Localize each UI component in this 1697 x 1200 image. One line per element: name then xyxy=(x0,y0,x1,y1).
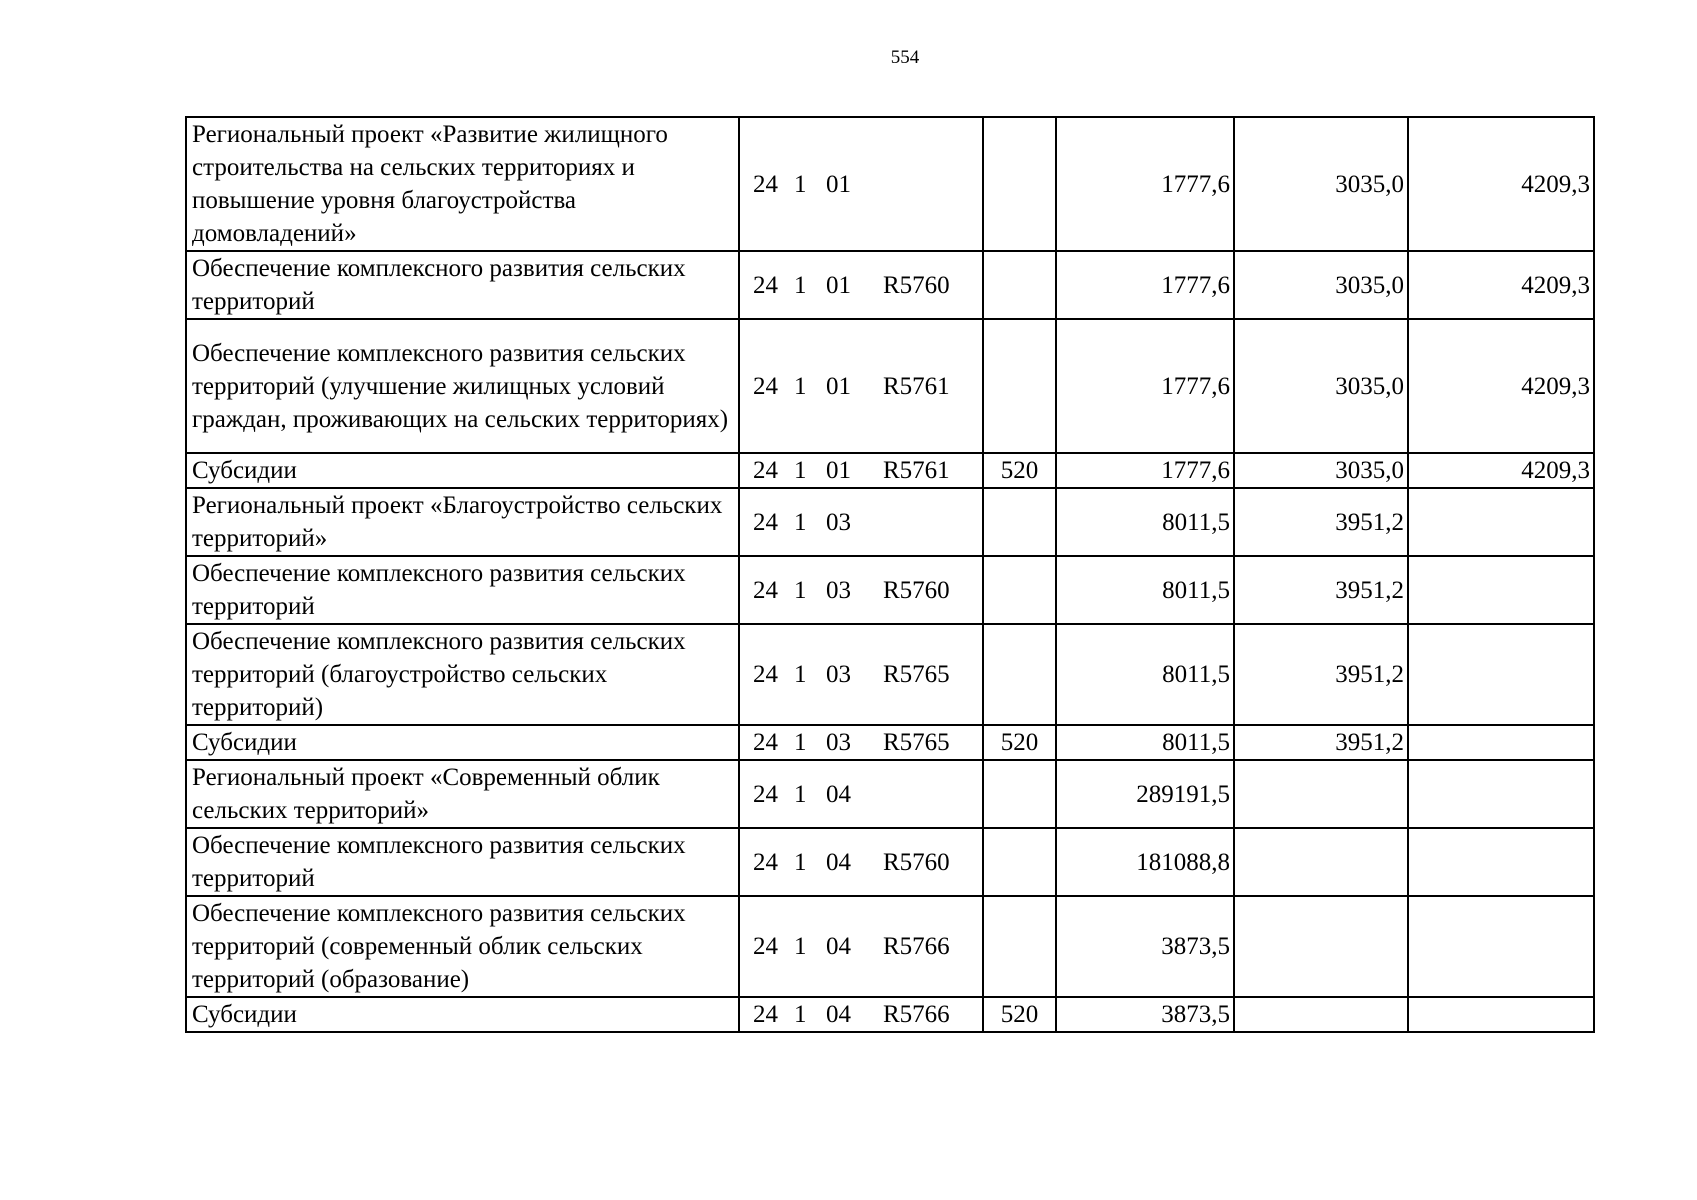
code-program: 24 xyxy=(753,933,778,960)
amount-year-1: 8011,5 xyxy=(1056,556,1234,624)
program-code xyxy=(739,725,983,760)
program-code xyxy=(739,828,983,896)
amount-year-2 xyxy=(1234,828,1408,896)
amount-year-3: 4209,3 xyxy=(1408,117,1594,251)
amount-year-1: 1777,6 xyxy=(1056,319,1234,453)
expense-type xyxy=(983,488,1056,556)
amount-year-1: 1777,6 xyxy=(1056,251,1234,319)
amount-year-1: 1777,6 xyxy=(1056,117,1234,251)
amount-year-1: 3873,5 xyxy=(1056,896,1234,997)
code-program: 24 xyxy=(753,508,778,536)
amount-year-3 xyxy=(1408,488,1594,556)
amount-year-2: 3951,2 xyxy=(1234,725,1408,760)
code-direction: R5761 xyxy=(883,372,950,400)
table-row xyxy=(186,556,1594,624)
amount-year-2: 3951,2 xyxy=(1234,556,1408,624)
row-name: Обеспечение комплексного развития сельских территорий xyxy=(186,556,739,624)
amount-year-2: 3035,0 xyxy=(1234,453,1408,488)
program-code xyxy=(739,453,983,488)
code-program: 24 xyxy=(753,457,778,484)
program-code xyxy=(739,488,983,556)
program-code xyxy=(739,117,983,251)
row-name: Региональный проект «Развитие жилищного строительства на сельских территориях и повышение уровня благоустройства домовладений» xyxy=(186,117,739,251)
amount-year-3: 4209,3 xyxy=(1408,453,1594,488)
row-name: Обеспечение комплексного развития сельских территорий xyxy=(186,828,739,896)
table-row xyxy=(186,725,1594,760)
row-name: Субсидии xyxy=(186,997,739,1032)
program-code xyxy=(739,624,983,725)
expense-type xyxy=(983,556,1056,624)
amount-year-2: 3951,2 xyxy=(1234,624,1408,725)
expense-type xyxy=(983,828,1056,896)
code-subprogram: 1 xyxy=(794,661,807,688)
code-program: 24 xyxy=(753,780,778,808)
program-code xyxy=(739,760,983,828)
code-project: 01 xyxy=(826,372,851,400)
table-row xyxy=(186,117,1594,251)
row-name: Региональный проект «Современный облик сельских территорий» xyxy=(186,760,739,828)
expense-type xyxy=(983,896,1056,997)
expense-type xyxy=(983,117,1056,251)
expense-type xyxy=(983,760,1056,828)
amount-year-3: 4209,3 xyxy=(1408,251,1594,319)
code-program: 24 xyxy=(753,372,778,400)
page-number: 554 xyxy=(890,47,920,68)
code-project: 03 xyxy=(826,729,851,756)
code-project: 03 xyxy=(826,508,851,536)
table-row xyxy=(186,896,1594,997)
code-subprogram: 1 xyxy=(794,729,807,756)
amount-year-2 xyxy=(1234,997,1408,1032)
amount-year-3 xyxy=(1408,997,1594,1032)
code-program: 24 xyxy=(753,729,778,756)
amount-year-1: 181088,8 xyxy=(1056,828,1234,896)
amount-year-2: 3035,0 xyxy=(1234,319,1408,453)
code-subprogram: 1 xyxy=(794,457,807,484)
code-program: 24 xyxy=(753,1001,778,1028)
code-subprogram: 1 xyxy=(794,780,807,808)
row-name: Субсидии xyxy=(186,725,739,760)
code-subprogram: 1 xyxy=(794,1001,807,1028)
table-row xyxy=(186,624,1594,725)
program-code xyxy=(739,319,983,453)
row-name: Обеспечение комплексного развития сельских территорий (улучшение жилищных условий граждан, проживающих на сельских территориях) xyxy=(186,319,739,453)
code-subprogram: 1 xyxy=(794,170,807,198)
code-project: 04 xyxy=(826,1001,851,1028)
amount-year-3 xyxy=(1408,556,1594,624)
row-name: Обеспечение комплексного развития сельских территорий (современный облик сельских территорий (образование) xyxy=(186,896,739,997)
program-code xyxy=(739,896,983,997)
expense-type xyxy=(983,624,1056,725)
row-name: Обеспечение комплексного развития сельских территорий (благоустройство сельских территорий) xyxy=(186,624,739,725)
amount-year-1: 1777,6 xyxy=(1056,453,1234,488)
budget-table-body xyxy=(186,117,1594,1032)
code-project: 03 xyxy=(826,576,851,604)
amount-year-2: 3035,0 xyxy=(1234,251,1408,319)
code-project: 03 xyxy=(826,661,851,688)
amount-year-1: 8011,5 xyxy=(1056,725,1234,760)
amount-year-3: 4209,3 xyxy=(1408,319,1594,453)
program-code xyxy=(739,556,983,624)
amount-year-1: 8011,5 xyxy=(1056,624,1234,725)
amount-year-1: 3873,5 xyxy=(1056,997,1234,1032)
amount-year-2 xyxy=(1234,896,1408,997)
code-program: 24 xyxy=(753,576,778,604)
code-direction: R5765 xyxy=(883,661,950,688)
table-row xyxy=(186,251,1594,319)
budget-table xyxy=(185,116,1595,1033)
expense-type xyxy=(983,319,1056,453)
expense-type: 520 xyxy=(983,997,1056,1032)
row-name: Обеспечение комплексного развития сельских территорий xyxy=(186,251,739,319)
code-project: 01 xyxy=(826,271,851,299)
program-code xyxy=(739,251,983,319)
program-code xyxy=(739,997,983,1032)
row-name: Региональный проект «Благоустройство сельских территорий» xyxy=(186,488,739,556)
table-row xyxy=(186,828,1594,896)
code-subprogram: 1 xyxy=(794,576,807,604)
expense-type: 520 xyxy=(983,453,1056,488)
table-row xyxy=(186,319,1594,453)
code-subprogram: 1 xyxy=(794,508,807,536)
code-project: 04 xyxy=(826,848,851,876)
code-program: 24 xyxy=(753,271,778,299)
code-program: 24 xyxy=(753,661,778,688)
table-row xyxy=(186,453,1594,488)
code-project: 04 xyxy=(826,780,851,808)
code-project: 04 xyxy=(826,933,851,960)
amount-year-3 xyxy=(1408,624,1594,725)
amount-year-3 xyxy=(1408,725,1594,760)
code-subprogram: 1 xyxy=(794,271,807,299)
amount-year-3 xyxy=(1408,896,1594,997)
code-direction: R5761 xyxy=(883,457,950,484)
expense-type: 520 xyxy=(983,725,1056,760)
amount-year-3 xyxy=(1408,760,1594,828)
table-row xyxy=(186,760,1594,828)
row-name: Субсидии xyxy=(186,453,739,488)
code-subprogram: 1 xyxy=(794,933,807,960)
table-row xyxy=(186,997,1594,1032)
expense-type xyxy=(983,251,1056,319)
code-direction: R5760 xyxy=(883,848,950,876)
amount-year-2: 3035,0 xyxy=(1234,117,1408,251)
code-project: 01 xyxy=(826,170,851,198)
code-project: 01 xyxy=(826,457,851,484)
code-direction: R5760 xyxy=(883,271,950,299)
amount-year-3 xyxy=(1408,828,1594,896)
amount-year-2: 3951,2 xyxy=(1234,488,1408,556)
code-direction: R5760 xyxy=(883,576,950,604)
amount-year-1: 8011,5 xyxy=(1056,488,1234,556)
code-direction: R5765 xyxy=(883,729,950,756)
amount-year-2 xyxy=(1234,760,1408,828)
code-program: 24 xyxy=(753,848,778,876)
table-row xyxy=(186,488,1594,556)
code-program: 24 xyxy=(753,170,778,198)
code-direction: R5766 xyxy=(883,1001,950,1028)
code-direction: R5766 xyxy=(883,933,950,960)
code-subprogram: 1 xyxy=(794,848,807,876)
code-subprogram: 1 xyxy=(794,372,807,400)
amount-year-1: 289191,5 xyxy=(1056,760,1234,828)
